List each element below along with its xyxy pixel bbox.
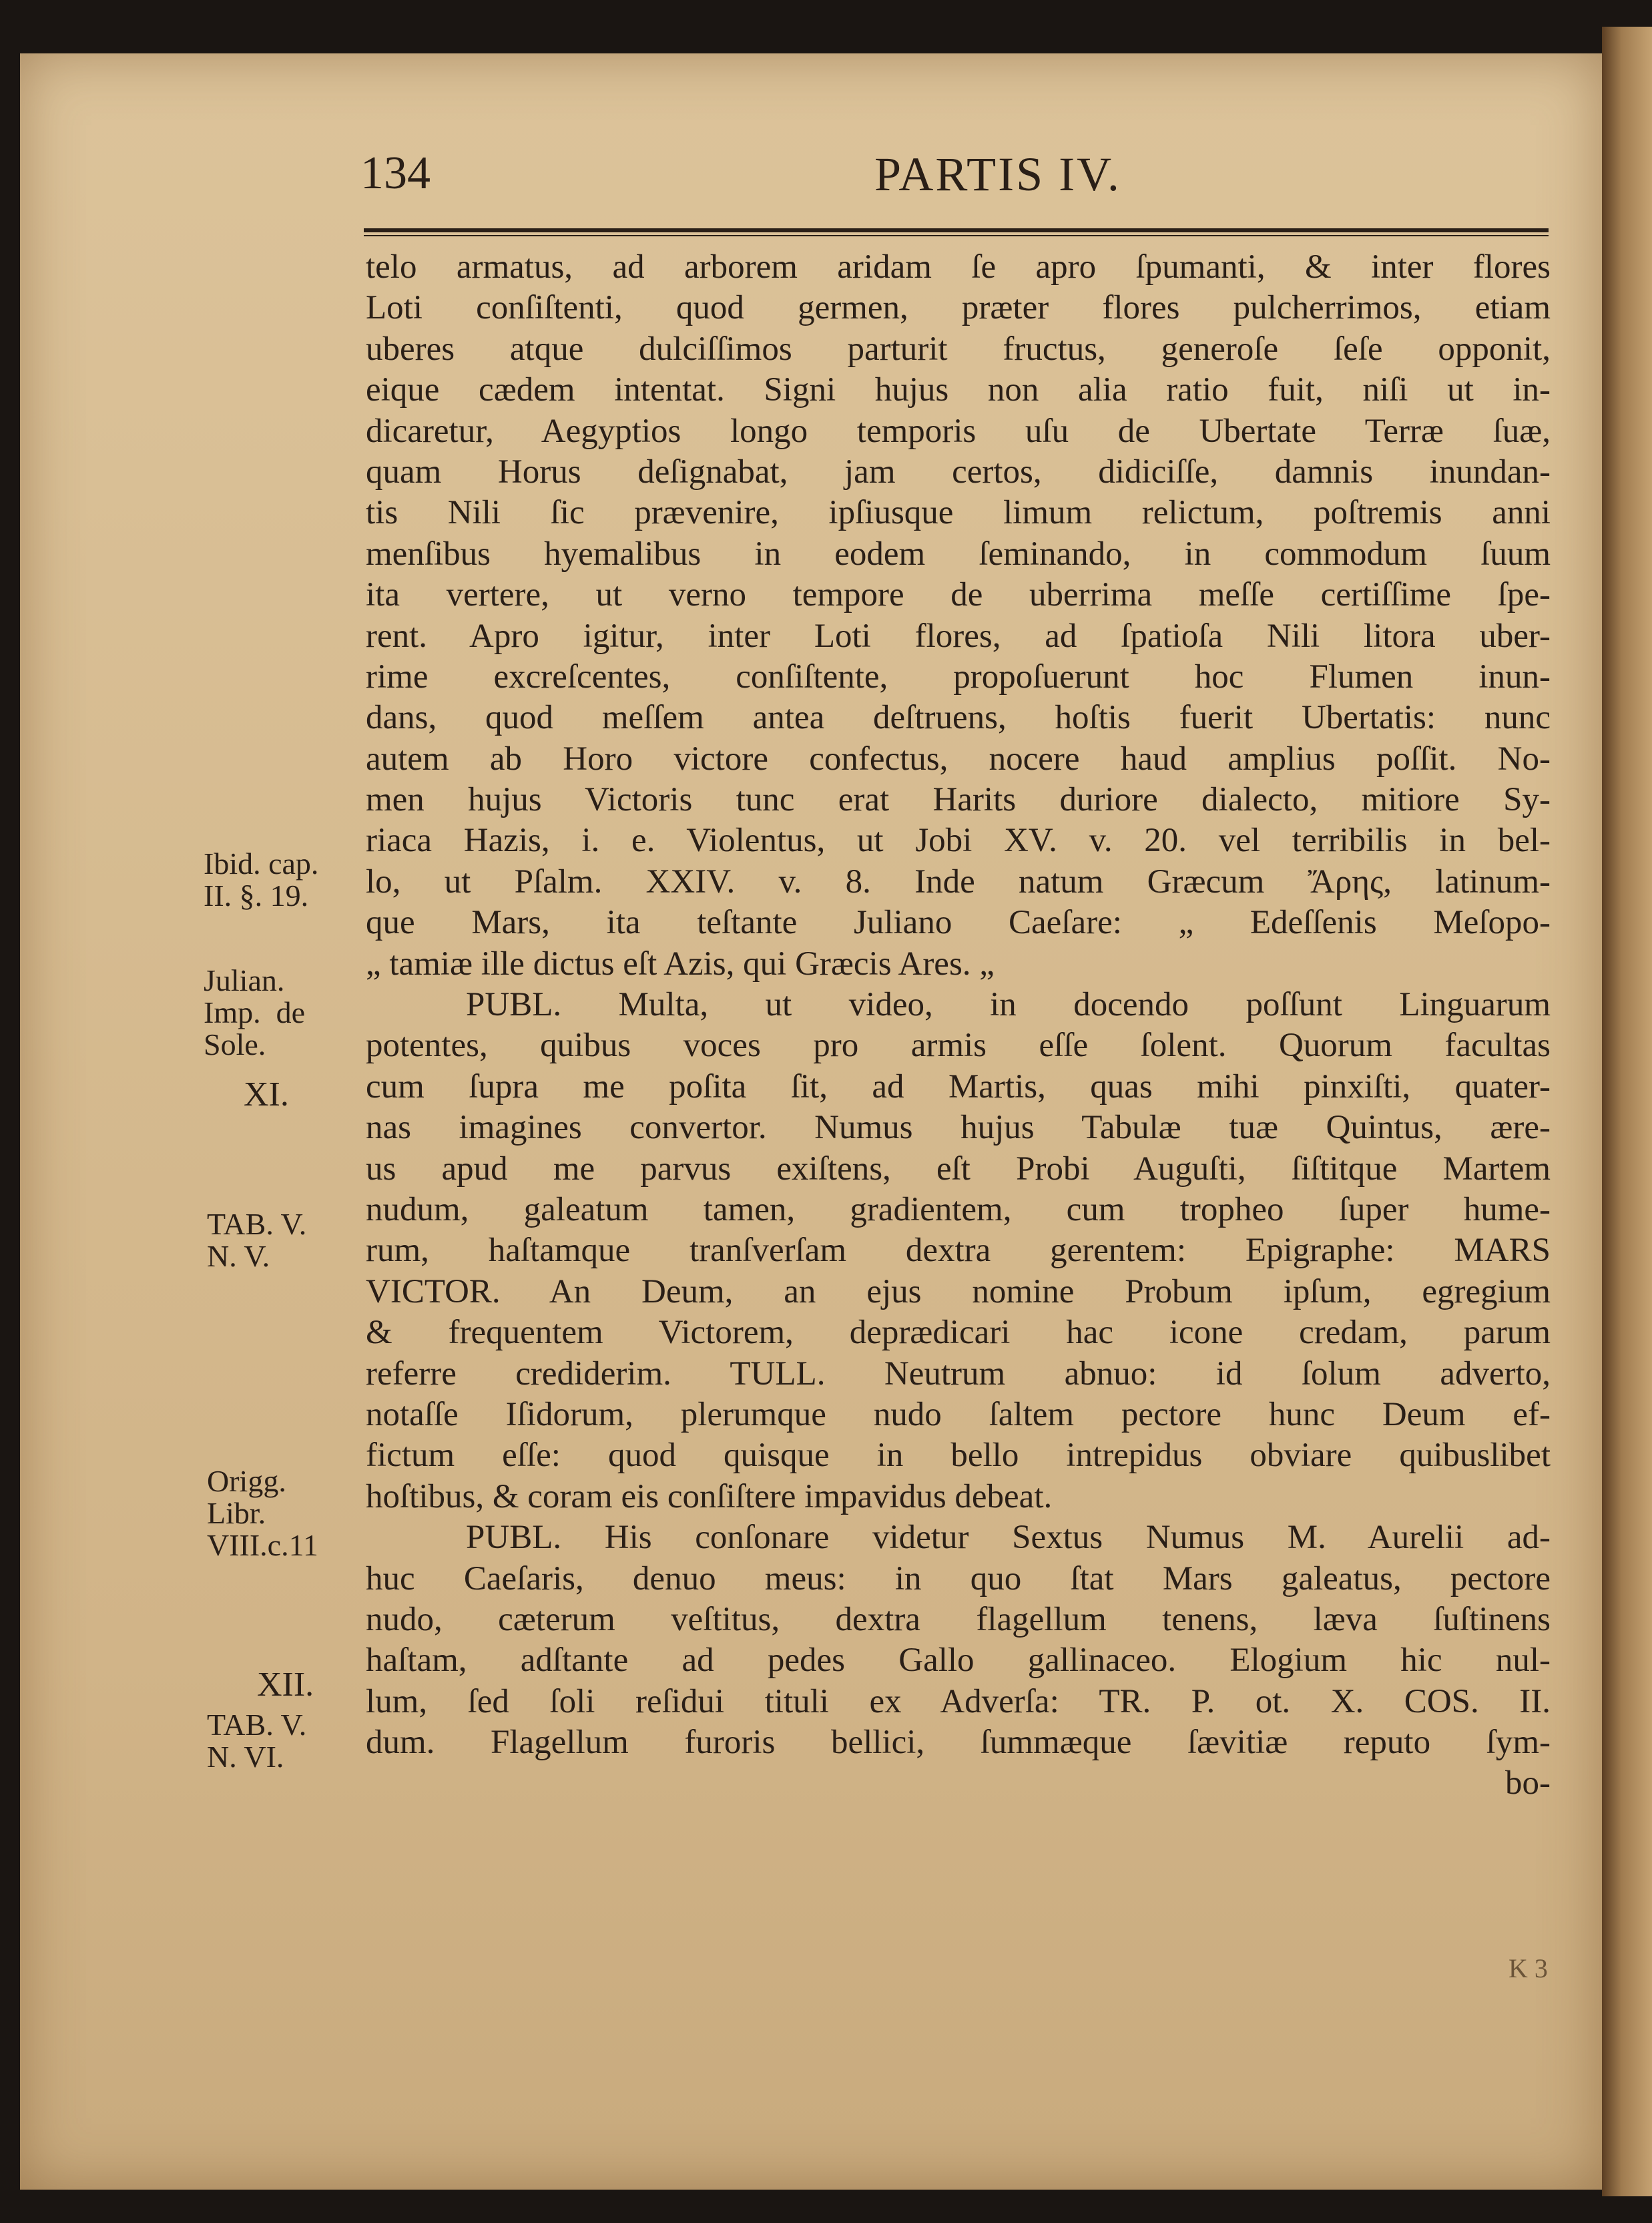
text-line: riaca Hazis, i. e. Violentus, ut Jobi XV. v. 20. vel terribilis in bel- bbox=[366, 822, 1551, 860]
text-line: eique cædem intentat. Signi hujus non alia ratio fuit, niſi ut in- bbox=[366, 371, 1551, 409]
text-line: potentes, quibus voces pro armis eſſe ſolent. Quorum facultas bbox=[366, 1027, 1551, 1065]
text-line: referre crediderim. TULL. Neutrum abnuo: id ſolum adverto, bbox=[366, 1354, 1551, 1393]
text-line: men hujus Victoris tunc erat Harits duriore dialecto, mitiore Sy- bbox=[366, 781, 1551, 819]
text-line: nudum, galeatum tamen, gradientem, cum tropheo ſuper hume- bbox=[366, 1190, 1551, 1228]
text-line: us apud me parvus exiſtens, eſt Probi Auguſti, ſiſtitque Martem bbox=[366, 1150, 1551, 1188]
signature-mark: K 3 bbox=[1508, 1953, 1548, 1983]
text-line: autem ab Horo victore confectus, nocere haud amplius poſſit. No- bbox=[366, 740, 1551, 778]
text-line: uberes atque dulciſſimos parturit fructus, generoſe ſeſe opponit, bbox=[366, 330, 1551, 368]
text-line: dans, quod meſſem antea deſtruens, hoſtis fuerit Ubertatis: nunc bbox=[366, 699, 1551, 737]
text-line: nudo, cæterum veſtitus, dextra flagellum tenens, læva ſuſtinens bbox=[366, 1600, 1551, 1638]
text-line: lum, ſed ſoli reſidui tituli ex Adverſa: TR. P. ot. X. COS. II. bbox=[366, 1682, 1551, 1720]
text-line: menſibus hyemalibus in eodem ſeminando, in commodum ſuum bbox=[366, 535, 1551, 573]
text-line: quam Horus deſignabat, jam certos, didiciſſe, damnis inundan- bbox=[366, 453, 1551, 491]
body-text bbox=[366, 247, 1551, 1804]
margin-note-tab-v-n-vi: TAB. V. N. VI. bbox=[207, 1708, 307, 1774]
text-line: que Mars, ita teſtante Juliano Caeſare: „ Edeſſenis Meſopo- bbox=[366, 904, 1551, 942]
text-line: nas imagines convertor. Numus hujus Tabulæ tuæ Quintus, ære- bbox=[366, 1109, 1551, 1147]
text-line: notaſſe Iſidorum, plerumque nudo ſaltem pectore hunc Deum ef- bbox=[366, 1395, 1551, 1433]
text-line: & frequentem Victorem, deprædicari hac icone credam, parum bbox=[366, 1314, 1551, 1352]
text-line: fictum eſſe: quod quisque in bello intrepidus obviare quibuslibet bbox=[366, 1437, 1551, 1475]
text-line: ita vertere, ut verno tempore de uberrima meſſe certiſſime ſpe- bbox=[366, 576, 1551, 614]
text-line: lo, ut Pſalm. XXIV. v. 8. Inde natum Græcum Ἄρης, latinum- bbox=[366, 862, 1551, 901]
text-line: „ tamiæ ille dictus eſt Azis, qui Græcis Ares. „ bbox=[366, 945, 995, 983]
text-line: rum, haſtamque tranſverſam dextra gerentem: Epigraphe: MARS bbox=[366, 1232, 1551, 1270]
text-line: dum. Flagellum furoris bellici, ſummæque ſævitiæ reputo ſym- bbox=[366, 1724, 1551, 1762]
margin-note-julian: Julian. Imp. de Sole. bbox=[204, 963, 306, 1061]
page-header bbox=[360, 147, 1549, 220]
text-line: VICTOR. An Deum, an ejus nomine Probum ipſum, egregium bbox=[366, 1272, 1551, 1310]
text-line: Loti conſiſtenti, quod germen, præter flores pulcherrimos, etiam bbox=[366, 289, 1551, 327]
text-line: huc Caeſaris, denuo meus: in quo ſtat Mars galeatus, pectore bbox=[366, 1559, 1551, 1597]
text-line: haſtam, adſtante ad pedes Gallo gallinaceo. Elogium hic nul- bbox=[366, 1642, 1551, 1680]
text-line: dicaretur, Aegyptios longo temporis uſu de Ubertate Terræ ſuæ, bbox=[366, 412, 1551, 450]
header-rule bbox=[364, 228, 1549, 232]
margin-note-ibid: Ibid. cap. II. §. 19. bbox=[204, 846, 319, 913]
text-line: rime excreſcentes, conſiſtente, propoſuerunt hoc Flumen inun- bbox=[366, 658, 1551, 696]
margin-note-origg: Origg. Libr. VIII.c.11 bbox=[207, 1464, 318, 1562]
margin-note-section-xii: XII. bbox=[257, 1666, 314, 1704]
text-line: hoſtibus, & coram eis conſiſtere impavidus debeat. bbox=[366, 1477, 1053, 1515]
catchword: bo- bbox=[1505, 1764, 1551, 1802]
header-rule-thin bbox=[364, 235, 1549, 236]
text-line: tis Nili ſic prævenire, ipſiusque limum relictum, poſtremis anni bbox=[366, 494, 1551, 532]
margin-note-tab-v-n-v: TAB. V. N. V. bbox=[207, 1207, 307, 1273]
running-head: PARTIS IV. bbox=[874, 148, 1121, 201]
page-number: 134 bbox=[360, 148, 431, 199]
text-line: PUBL. Multa, ut video, in docendo poſſunt Linguarum bbox=[466, 986, 1551, 1024]
text-line: rent. Apro igitur, inter Loti flores, ad ſpatioſa Nili litora uber- bbox=[366, 617, 1551, 655]
margin-note-section-xi: XI. bbox=[244, 1075, 289, 1114]
adjacent-page-edge bbox=[1602, 27, 1652, 2196]
text-line: telo armatus, ad arborem aridam ſe apro ſpumanti, & inter flores bbox=[366, 248, 1551, 286]
text-line: cum ſupra me poſita ſit, ad Martis, quas mihi pinxiſti, quater- bbox=[366, 1067, 1551, 1105]
text-line: PUBL. His conſonare videtur Sextus Numus M. Aurelii ad- bbox=[466, 1519, 1551, 1557]
